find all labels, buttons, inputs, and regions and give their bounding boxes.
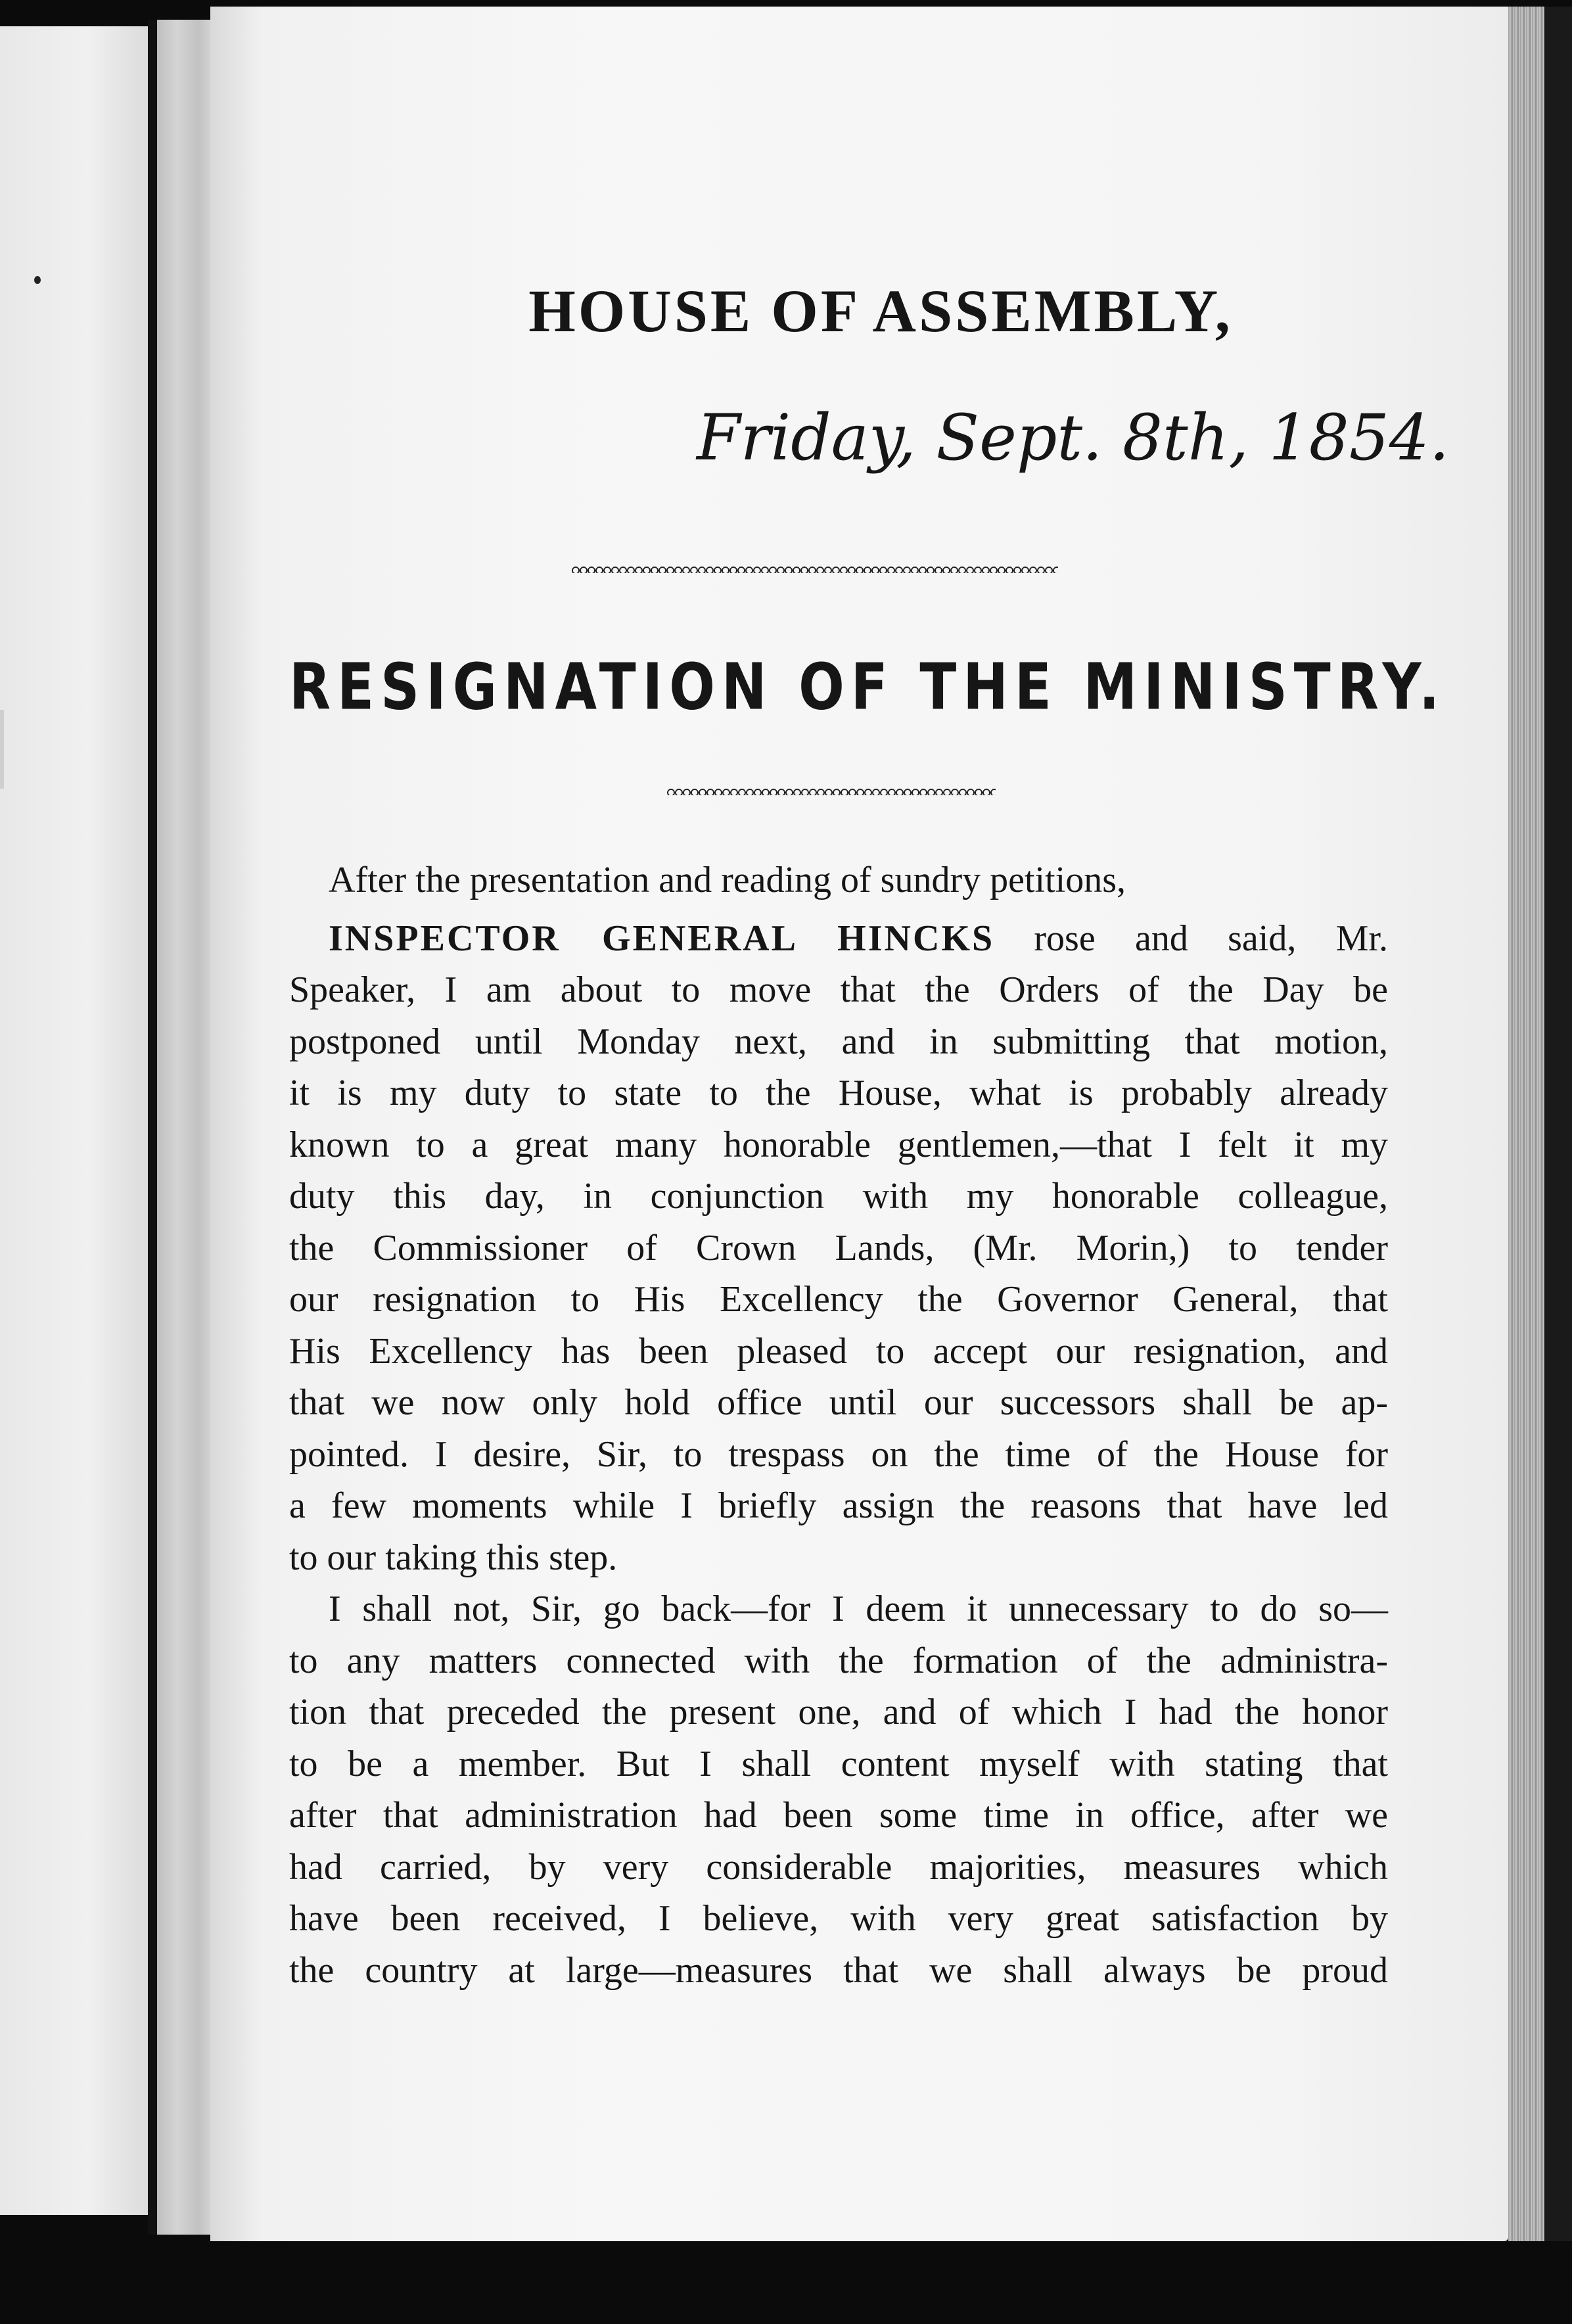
para1-line: our resignation to His Excellency the Governor General, that bbox=[289, 1279, 1388, 1320]
para1-line: known to a great many honorable gentlemen,—that I felt it my bbox=[289, 1124, 1388, 1165]
para1-line: that we now only hold office until our successors shall be ap- bbox=[289, 1382, 1388, 1423]
para1-line: rose and said, Mr. bbox=[994, 918, 1388, 959]
wavy-rule-top bbox=[572, 564, 1058, 573]
para1-line: pointed. I desire, Sir, to trespass on the time of the House for bbox=[289, 1433, 1388, 1475]
para2-line: to any matters connected with the formation of the administra- bbox=[289, 1640, 1388, 1681]
para2-line: I shall not, Sir, go back—for I deem it unnecessary to do so— bbox=[329, 1589, 1388, 1629]
section-title: RESIGNATION OF THE MINISTRY. bbox=[289, 651, 1446, 725]
scan-border bbox=[1544, 7, 1572, 2241]
para2-line: the country at large—measures that we shall always be proud bbox=[289, 1949, 1388, 1991]
para1-line: His Excellency has been pleased to accept our resignation, and bbox=[289, 1330, 1388, 1372]
para1-line: postponed until Monday next, and in submitting that motion, bbox=[289, 1021, 1388, 1062]
para1-line: a few moments while I briefly assign the reasons that have led bbox=[289, 1485, 1388, 1526]
previous-page-edge bbox=[0, 26, 148, 2215]
para1-line: Speaker, I am about to move that the Orders of the Day be bbox=[289, 969, 1388, 1010]
ink-speck bbox=[34, 276, 41, 284]
para2-line: have been received, I believe, with very great satisfaction by bbox=[289, 1898, 1388, 1939]
session-date: Friday, Sept. 8th, 1854. bbox=[697, 401, 1450, 475]
page-stack-edge bbox=[1508, 7, 1544, 2241]
para2-line: after that administration had been some time in office, after we bbox=[289, 1795, 1388, 1836]
speaker-name: INSPECTOR GENERAL HINCKS bbox=[329, 918, 995, 959]
intro-line: After the presentation and reading of sundry petitions, bbox=[329, 860, 1126, 900]
wavy-rule-bottom bbox=[667, 786, 996, 795]
page-tab-mark bbox=[0, 710, 4, 789]
para2-line: to be a member. But I shall content myself with stating that bbox=[289, 1743, 1388, 1784]
para1-first-line bbox=[289, 913, 1388, 965]
binding-shadow bbox=[148, 20, 157, 2235]
para1-line: duty this day, in conjunction with my honorable colleague, bbox=[289, 1176, 1388, 1217]
para1-line: it is my duty to state to the House, what is probably already bbox=[289, 1073, 1388, 1113]
para2-line: tion that preceded the present one, and of which I had the honor bbox=[289, 1692, 1388, 1732]
article-body bbox=[289, 854, 1388, 1996]
para1-line: to our taking this step. bbox=[289, 1537, 618, 1578]
para1-line: the Commissioner of Crown Lands, (Mr. Morin,) to tender bbox=[289, 1227, 1388, 1268]
house-title: HOUSE OF ASSEMBLY, bbox=[528, 277, 1233, 344]
para2-line: had carried, by very considerable majorities, measures which bbox=[289, 1846, 1388, 1888]
book-gutter bbox=[148, 20, 220, 2235]
